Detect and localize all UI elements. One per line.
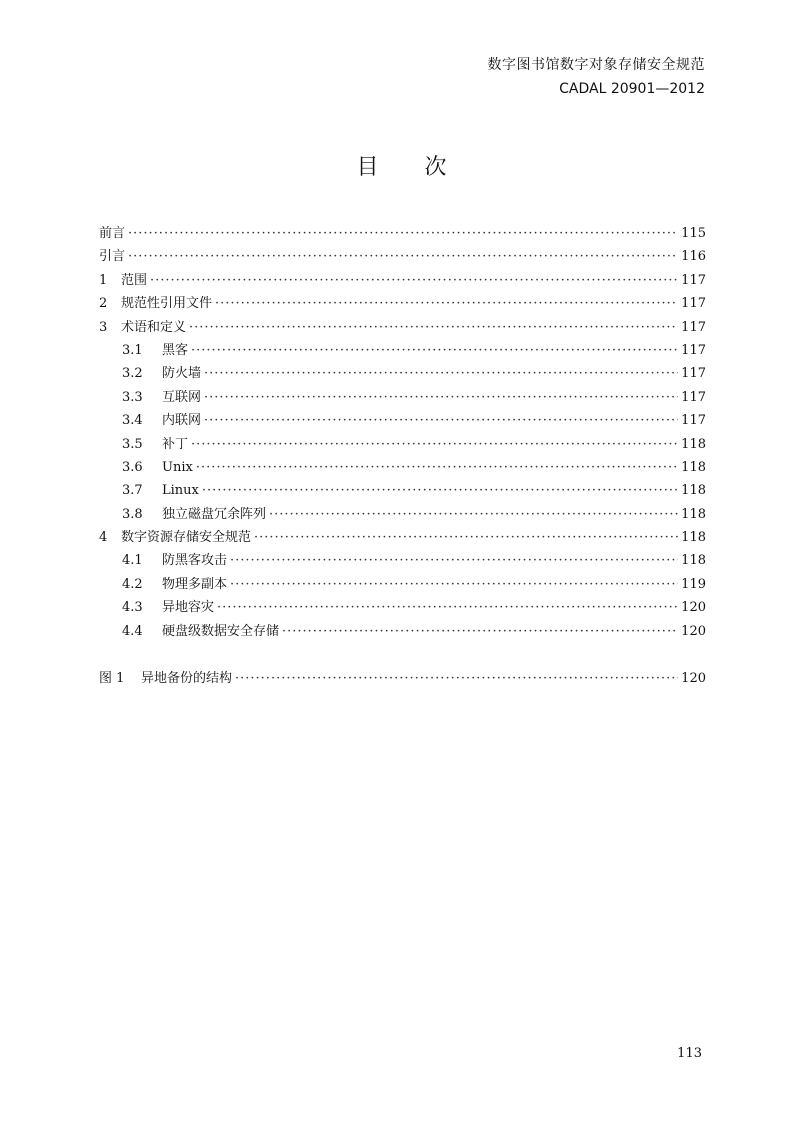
entry-label: 前言: [99, 226, 126, 241]
entry-number: 4.4: [122, 623, 143, 639]
entry-label: 防黑客攻击: [162, 553, 228, 569]
entry-label: 物理多副本: [162, 576, 228, 592]
entry-number: 图 1: [99, 671, 125, 687]
entry-label: 术语和定义: [121, 319, 187, 335]
standard-code: CADAL 20901—2012: [559, 81, 705, 97]
dot-leader: [191, 433, 678, 456]
standard-title: 数字图书馆数字对象存储安全规范: [487, 57, 705, 73]
entry-page-number: 117: [681, 296, 706, 312]
dot-leader: [235, 667, 678, 690]
dot-leader: [282, 620, 678, 643]
toc-heading-part1: 目: [356, 155, 381, 180]
entry-page-number: 120: [681, 671, 706, 687]
entry-page-number: 118: [681, 436, 706, 452]
dot-leader: [230, 573, 678, 596]
entry-label: 互联网: [162, 389, 202, 405]
entry-page-number: 117: [681, 272, 706, 288]
toc-entry[interactable]: [99, 549, 706, 572]
figure-entry[interactable]: [99, 667, 706, 690]
toc-entry[interactable]: [99, 292, 706, 315]
table-of-contents: [99, 222, 706, 690]
entry-number: 3.6: [122, 459, 143, 475]
dot-leader: [204, 386, 678, 409]
toc-entry[interactable]: [99, 433, 706, 456]
toc-entry[interactable]: [99, 503, 706, 526]
dot-leader: [230, 549, 678, 572]
dot-leader: [254, 526, 678, 549]
toc-entry[interactable]: [99, 573, 706, 596]
dot-leader: [215, 292, 678, 315]
dot-leader: [269, 503, 678, 526]
entry-page-number: 119: [681, 576, 706, 592]
entry-number: 4: [99, 530, 108, 546]
entry-number: 1: [99, 272, 108, 288]
toc-entry[interactable]: [99, 316, 706, 339]
entry-page-number: 115: [681, 226, 706, 241]
entry-number: 3.4: [122, 413, 143, 429]
entry-number: 3.7: [122, 483, 143, 499]
entry-number: 3: [99, 319, 108, 335]
dot-leader: [128, 245, 678, 268]
entry-label: 防火墙: [162, 366, 202, 382]
entry-number: 3.2: [122, 366, 143, 382]
dot-leader: [202, 479, 678, 502]
dot-leader: [189, 316, 678, 339]
toc-entry[interactable]: [99, 596, 706, 619]
entry-page-number: 117: [681, 319, 706, 335]
entry-label: 异地容灾: [162, 600, 215, 616]
toc-entry[interactable]: [99, 479, 706, 502]
entry-page-number: 117: [681, 366, 706, 382]
toc-entry[interactable]: [99, 245, 706, 268]
toc-heading-part2: 次: [424, 155, 449, 180]
entry-page-number: 120: [681, 623, 706, 639]
page-number: 113: [677, 1046, 702, 1061]
dot-leader: [196, 456, 678, 479]
entry-page-number: 117: [681, 389, 706, 405]
toc-heading: [0, 150, 805, 181]
entry-page-number: 117: [681, 342, 706, 358]
entry-page-number: 120: [681, 600, 706, 616]
entry-label: 异地备份的结构: [141, 671, 233, 687]
toc-entry[interactable]: [99, 362, 706, 385]
entry-label: 数字资源存储安全规范: [121, 530, 252, 546]
dot-leader: [128, 222, 678, 245]
dot-leader: [204, 409, 678, 432]
entry-label: 黑客: [162, 342, 189, 358]
entry-page-number: 118: [681, 459, 706, 475]
entry-number: 3.5: [122, 436, 143, 452]
entry-number: 4.1: [122, 553, 143, 569]
entry-page-number: 118: [681, 530, 706, 546]
entry-number: 4.2: [122, 576, 143, 592]
entry-label: Linux: [162, 483, 199, 499]
toc-entry[interactable]: [99, 222, 706, 245]
toc-entry[interactable]: [99, 526, 706, 549]
entry-number: 2: [99, 296, 108, 312]
dot-leader: [204, 362, 678, 385]
entry-number: 3.8: [122, 506, 143, 522]
entry-number: 3.3: [122, 389, 143, 405]
toc-entry[interactable]: [99, 456, 706, 479]
entry-page-number: 117: [681, 413, 706, 429]
dot-leader: [191, 339, 678, 362]
dot-leader: [150, 269, 678, 292]
entry-label: Unix: [162, 459, 193, 475]
entry-label: 硬盘级数据安全存储: [162, 623, 280, 639]
running-header: [488, 55, 706, 99]
entry-page-number: 118: [681, 506, 706, 522]
dot-leader: [217, 596, 678, 619]
entry-number: 3.1: [122, 342, 143, 358]
entry-label: 补丁: [162, 436, 189, 452]
entry-label: 规范性引用文件: [121, 296, 213, 312]
entry-label: 内联网: [162, 413, 202, 429]
entry-page-number: 118: [681, 553, 706, 569]
entry-label: 引言: [99, 249, 126, 265]
entry-page-number: 116: [681, 249, 706, 265]
toc-entry[interactable]: [99, 386, 706, 409]
entry-label: 独立磁盘冗余阵列: [162, 506, 267, 522]
entry-number: 4.3: [122, 600, 143, 616]
toc-entry[interactable]: [99, 339, 706, 362]
toc-entry[interactable]: [99, 269, 706, 292]
toc-entry[interactable]: [99, 409, 706, 432]
toc-entry[interactable]: [99, 620, 706, 643]
entry-label: 范围: [121, 272, 148, 288]
entry-page-number: 118: [681, 483, 706, 499]
